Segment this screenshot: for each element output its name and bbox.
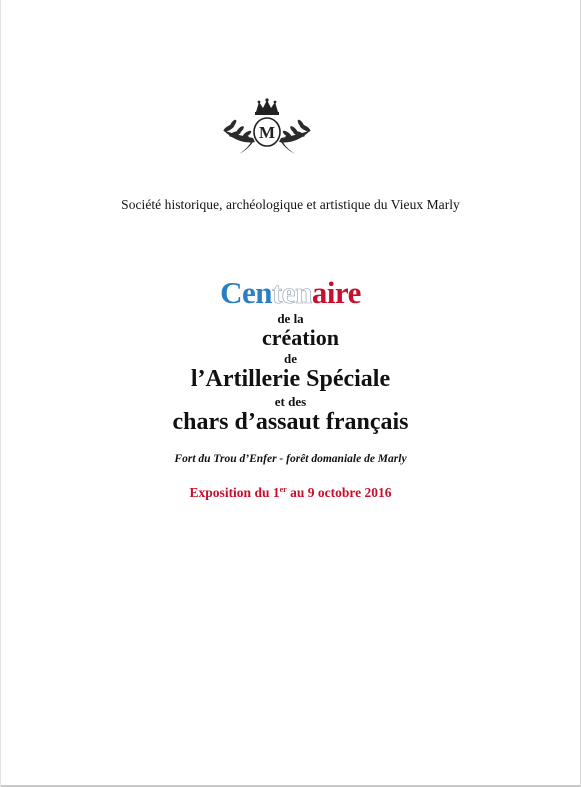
- title-block: [1, 276, 580, 436]
- centenaire-red-part: aire: [311, 275, 361, 310]
- centenaire-blue-part: Cen: [220, 275, 272, 310]
- title-line-de-la: de la: [277, 311, 304, 326]
- title-line-creation: création: [262, 325, 339, 350]
- title-line-chars: chars d’assaut français: [172, 409, 409, 435]
- centenaire-title: [1, 276, 580, 310]
- exposition-suffix: au 9 octobre 2016: [286, 485, 392, 500]
- exposition-superscript: er: [279, 485, 287, 494]
- centenaire-white-part: ten: [271, 275, 312, 310]
- society-name: Société historique, archéologique et artistique du Vieux Marly: [121, 197, 460, 212]
- exposition-dates: [1, 485, 580, 501]
- svg-text:M: M: [258, 123, 276, 142]
- title-line-de: de: [284, 351, 297, 366]
- crown-laurel-monogram-icon: [219, 98, 315, 158]
- exposition-prefix: Exposition du 1: [189, 485, 280, 500]
- title-line-et-des: et des: [274, 394, 307, 409]
- title-line-artillerie: l’Artillerie Spéciale: [190, 366, 391, 392]
- location-line: Fort du Trou d’Enfer - forêt domaniale de Marly: [174, 453, 407, 465]
